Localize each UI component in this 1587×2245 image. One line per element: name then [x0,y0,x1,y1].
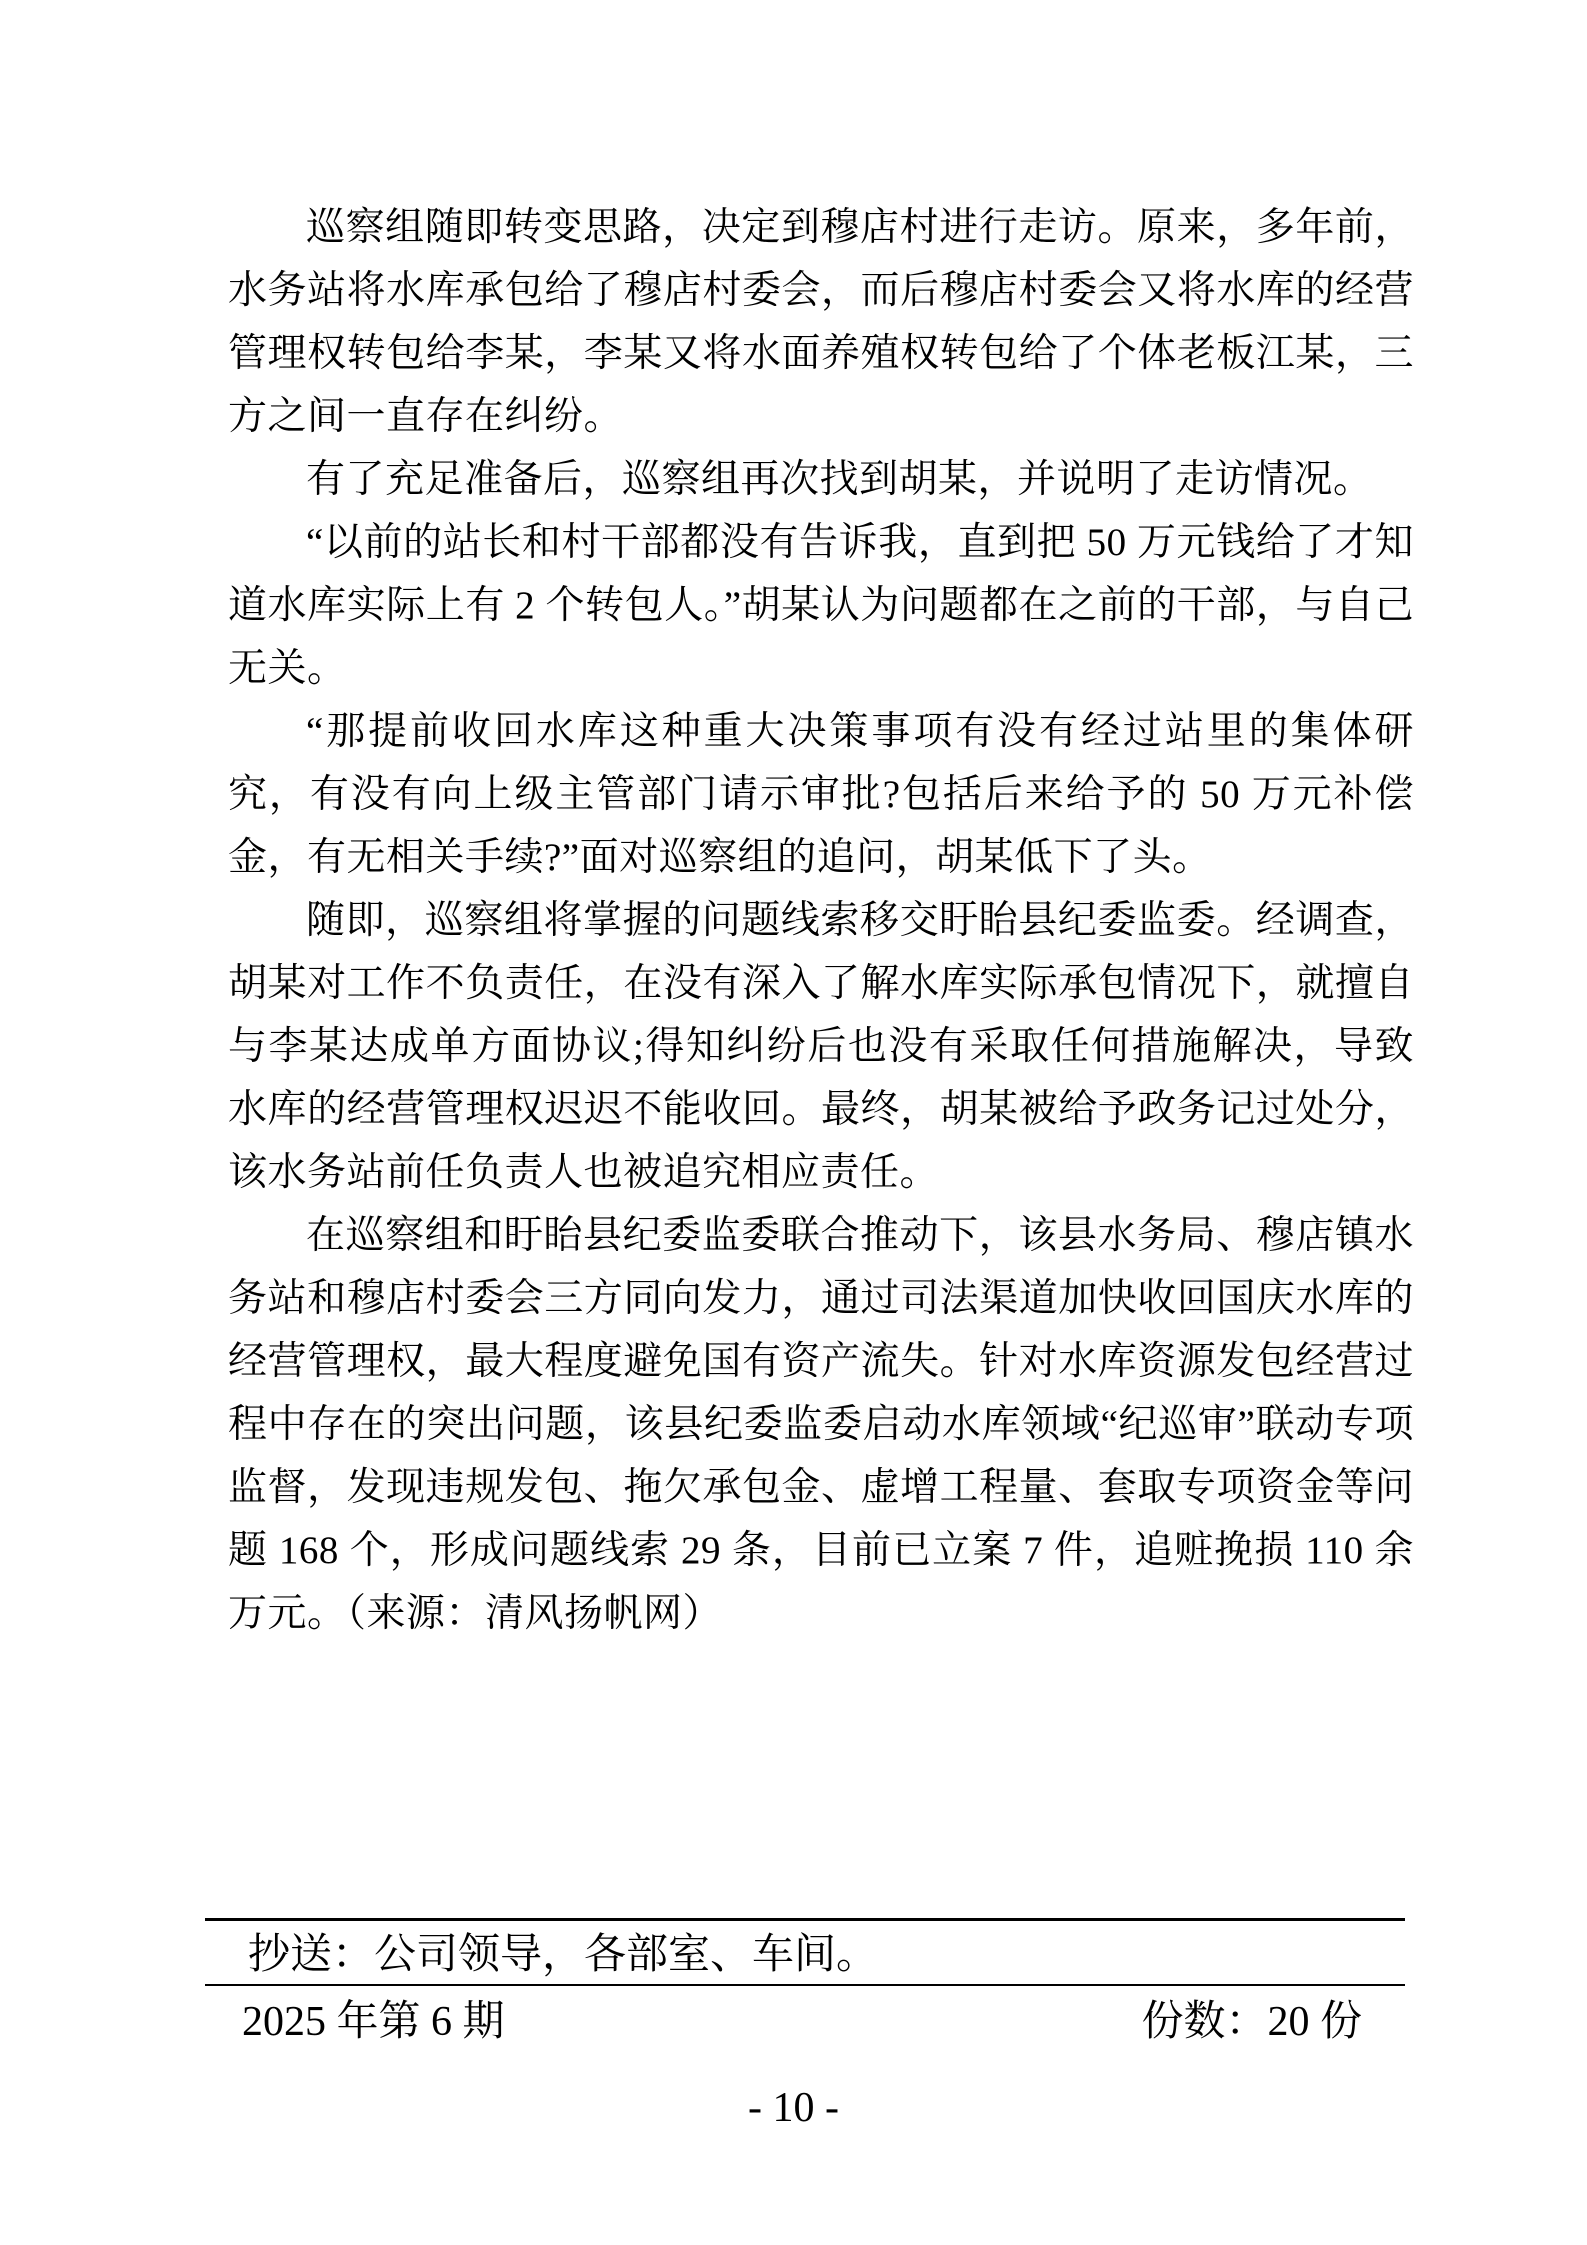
cc-line: 抄送：公司领导，各部室、车间。 [248,1932,879,1978]
issue-row [242,1996,1362,2048]
issue-info: 2025 年第 6 期 [242,1999,505,2045]
document-body [228,196,1414,1645]
body-paragraph: “那提前收回水库这种重大决策事项有没有经过站里的集体研究，有没有向上级主管部门请示审批?包括后来给予的 50 万元补偿金，有无相关手续?”面对巡察组的追问，胡某低下了头。 [228,710,1414,879]
copies-info: 份数：20 份 [1141,1999,1362,2045]
body-paragraph: 随即，巡察组将掌握的问题线索移交盱眙县纪委监委。经调查，胡某对工作不负责任，在没有深入了解水库实际承包情况下，就擅自与李某达成单方面协议;得知纠纷后也没有采取任何措施解决，导致水库的经营管理权迟迟不能收回。最终，胡某被给予政务记过处分，该水务站前任负责人也被追究相应责任。 [228,899,1414,1194]
body-paragraph: “以前的站长和村干部都没有告诉我，直到把 50 万元钱给了才知道水库实际上有 2 个转包人。”胡某认为问题都在之前的干部，与自己无关。 [228,521,1414,690]
footer-divider-top [205,1918,1405,1921]
body-paragraph: 在巡察组和盱眙县纪委监委联合推动下，该县水务局、穆店镇水务站和穆店村委会三方同向发力，通过司法渠道加快收回国庆水库的经营管理权，最大程度避免国有资产流失。针对水库资源发包经营过程中存在的突出问题，该县纪委监委启动水库领域“纪巡审”联动专项监督，发现违规发包、拖欠承包金、虚增工程量、套取专项资金等问题 168 个，形成问题线索 29 条，目前已立案 7 件，追赃挽损 110 余万元。（来源：清风扬帆网） [228,1214,1414,1635]
body-paragraph: 巡察组随即转变思路，决定到穆店村进行走访。原来，多年前，水务站将水库承包给了穆店村委会，而后穆店村委会又将水库的经营管理权转包给李某，李某又将水面养殖权转包给了个体老板江某，三方之间一直存在纠纷。 [228,206,1414,438]
body-paragraph: 有了充足准备后，巡察组再次找到胡某，并说明了走访情况。 [306,458,1373,501]
page-number: - 10 - [748,2085,839,2131]
footer-divider-middle [205,1984,1405,1986]
